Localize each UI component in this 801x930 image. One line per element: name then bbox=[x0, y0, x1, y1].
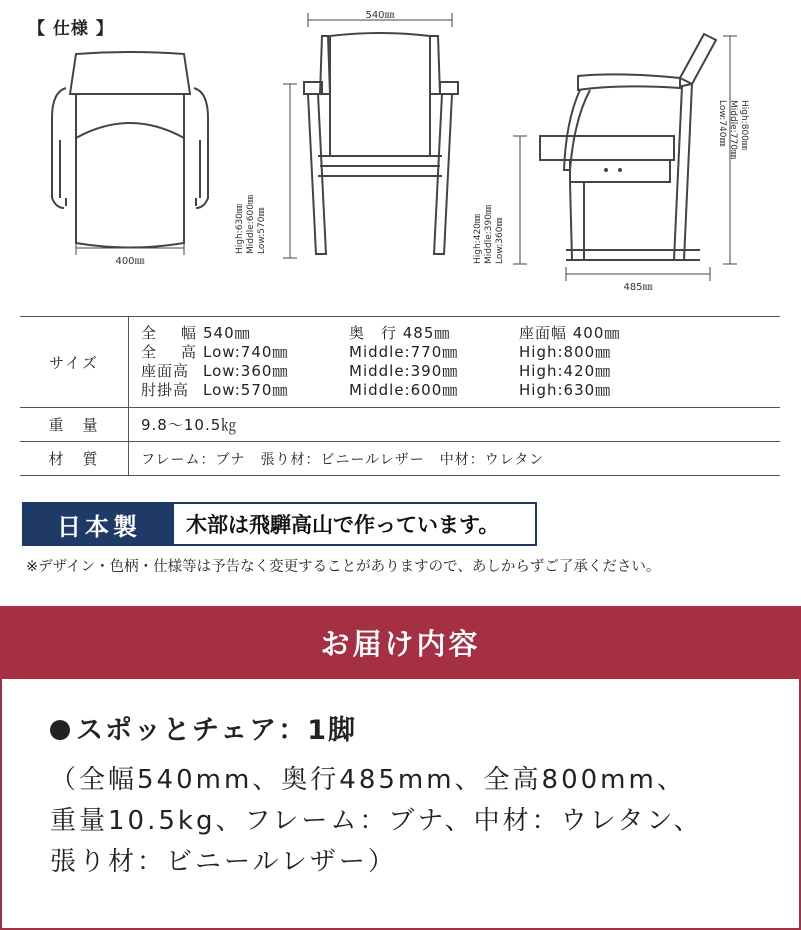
material-value: フレーム：ブナ 張り材：ビニールレザー 中材：ウレタン bbox=[129, 442, 781, 476]
total-low-label: Low:740㎜ bbox=[717, 100, 727, 147]
depth-label: 485㎜ bbox=[623, 282, 653, 293]
armrest-low-label: Low:570㎜ bbox=[257, 207, 267, 254]
spec-heading: 【 仕様 】 bbox=[28, 19, 114, 39]
delivery-heading: お届け内容 bbox=[0, 606, 801, 679]
seat-low-label: Low:360㎜ bbox=[495, 217, 505, 264]
size-line: 全 高 Low:740㎜ Middle:770㎜ High:800㎜ bbox=[141, 343, 612, 361]
bullet-icon bbox=[50, 720, 70, 740]
size-row bbox=[20, 317, 780, 408]
svg-text:High:420㎜ Middle:390㎜ bbox=[473, 202, 505, 264]
total-high-label: High:800㎜ bbox=[739, 100, 749, 150]
armrest-high-label: High:630㎜ bbox=[235, 204, 245, 254]
chair-side-view-diagram bbox=[470, 20, 780, 300]
front-width-label: 540㎜ bbox=[365, 10, 395, 21]
weight-value: 9.8〜10.5㎏ bbox=[129, 408, 781, 442]
delivery-detail-line: 重量10.5kg、フレーム：ブナ、中材：ウレタン、 bbox=[50, 806, 703, 836]
change-notice: ※デザイン・色柄・仕様等は予告なく変更することがありますので、あしからずご了承ください。 bbox=[26, 559, 661, 575]
made-in-japan-banner bbox=[22, 502, 537, 546]
made-in-japan-tag: 日本製 bbox=[24, 504, 174, 544]
delivery-detail bbox=[50, 760, 770, 883]
spec-table bbox=[20, 316, 780, 476]
seat-middle-label: Middle:390㎜ bbox=[484, 205, 494, 264]
made-in-japan-text: 木部は飛騨高山で作っています。 bbox=[186, 513, 500, 537]
chair-front-view-diagram bbox=[230, 6, 470, 276]
svg-text:High:630㎜ Middle:600㎜ bbox=[235, 192, 267, 254]
size-line: 全 幅 540㎜ 奥 行 485㎜ 座面幅 400㎜ bbox=[141, 324, 621, 342]
chair-back-view-diagram bbox=[40, 48, 220, 278]
bottom-width-label: 400㎜ bbox=[115, 256, 145, 267]
size-line: 座面高 Low:360㎜ Middle:390㎜ High:420㎜ bbox=[141, 362, 612, 380]
seat-high-label: High:420㎜ bbox=[473, 214, 483, 264]
total-middle-label: Middle:770㎜ bbox=[728, 100, 738, 159]
size-line: 肘掛高 Low:570㎜ Middle:600㎜ High:630㎜ bbox=[141, 381, 612, 399]
delivery-detail-line: 張り材：ビニールレザー） bbox=[50, 847, 397, 877]
weight-row bbox=[20, 408, 780, 442]
weight-label: 重 量 bbox=[20, 408, 129, 442]
svg-text:High:800㎜ Middle:770㎜ bbox=[717, 100, 749, 162]
delivery-item bbox=[50, 708, 357, 747]
armrest-middle-label: Middle:600㎜ bbox=[246, 195, 256, 254]
delivery-detail-line: （全幅540mm、奥行485mm、全高800mm、 bbox=[50, 765, 686, 795]
material-label: 材 質 bbox=[20, 442, 129, 476]
material-row bbox=[20, 442, 780, 476]
delivery-item-text: スポッとチェア：1脚 bbox=[76, 715, 357, 746]
size-label: サイズ bbox=[20, 317, 129, 408]
